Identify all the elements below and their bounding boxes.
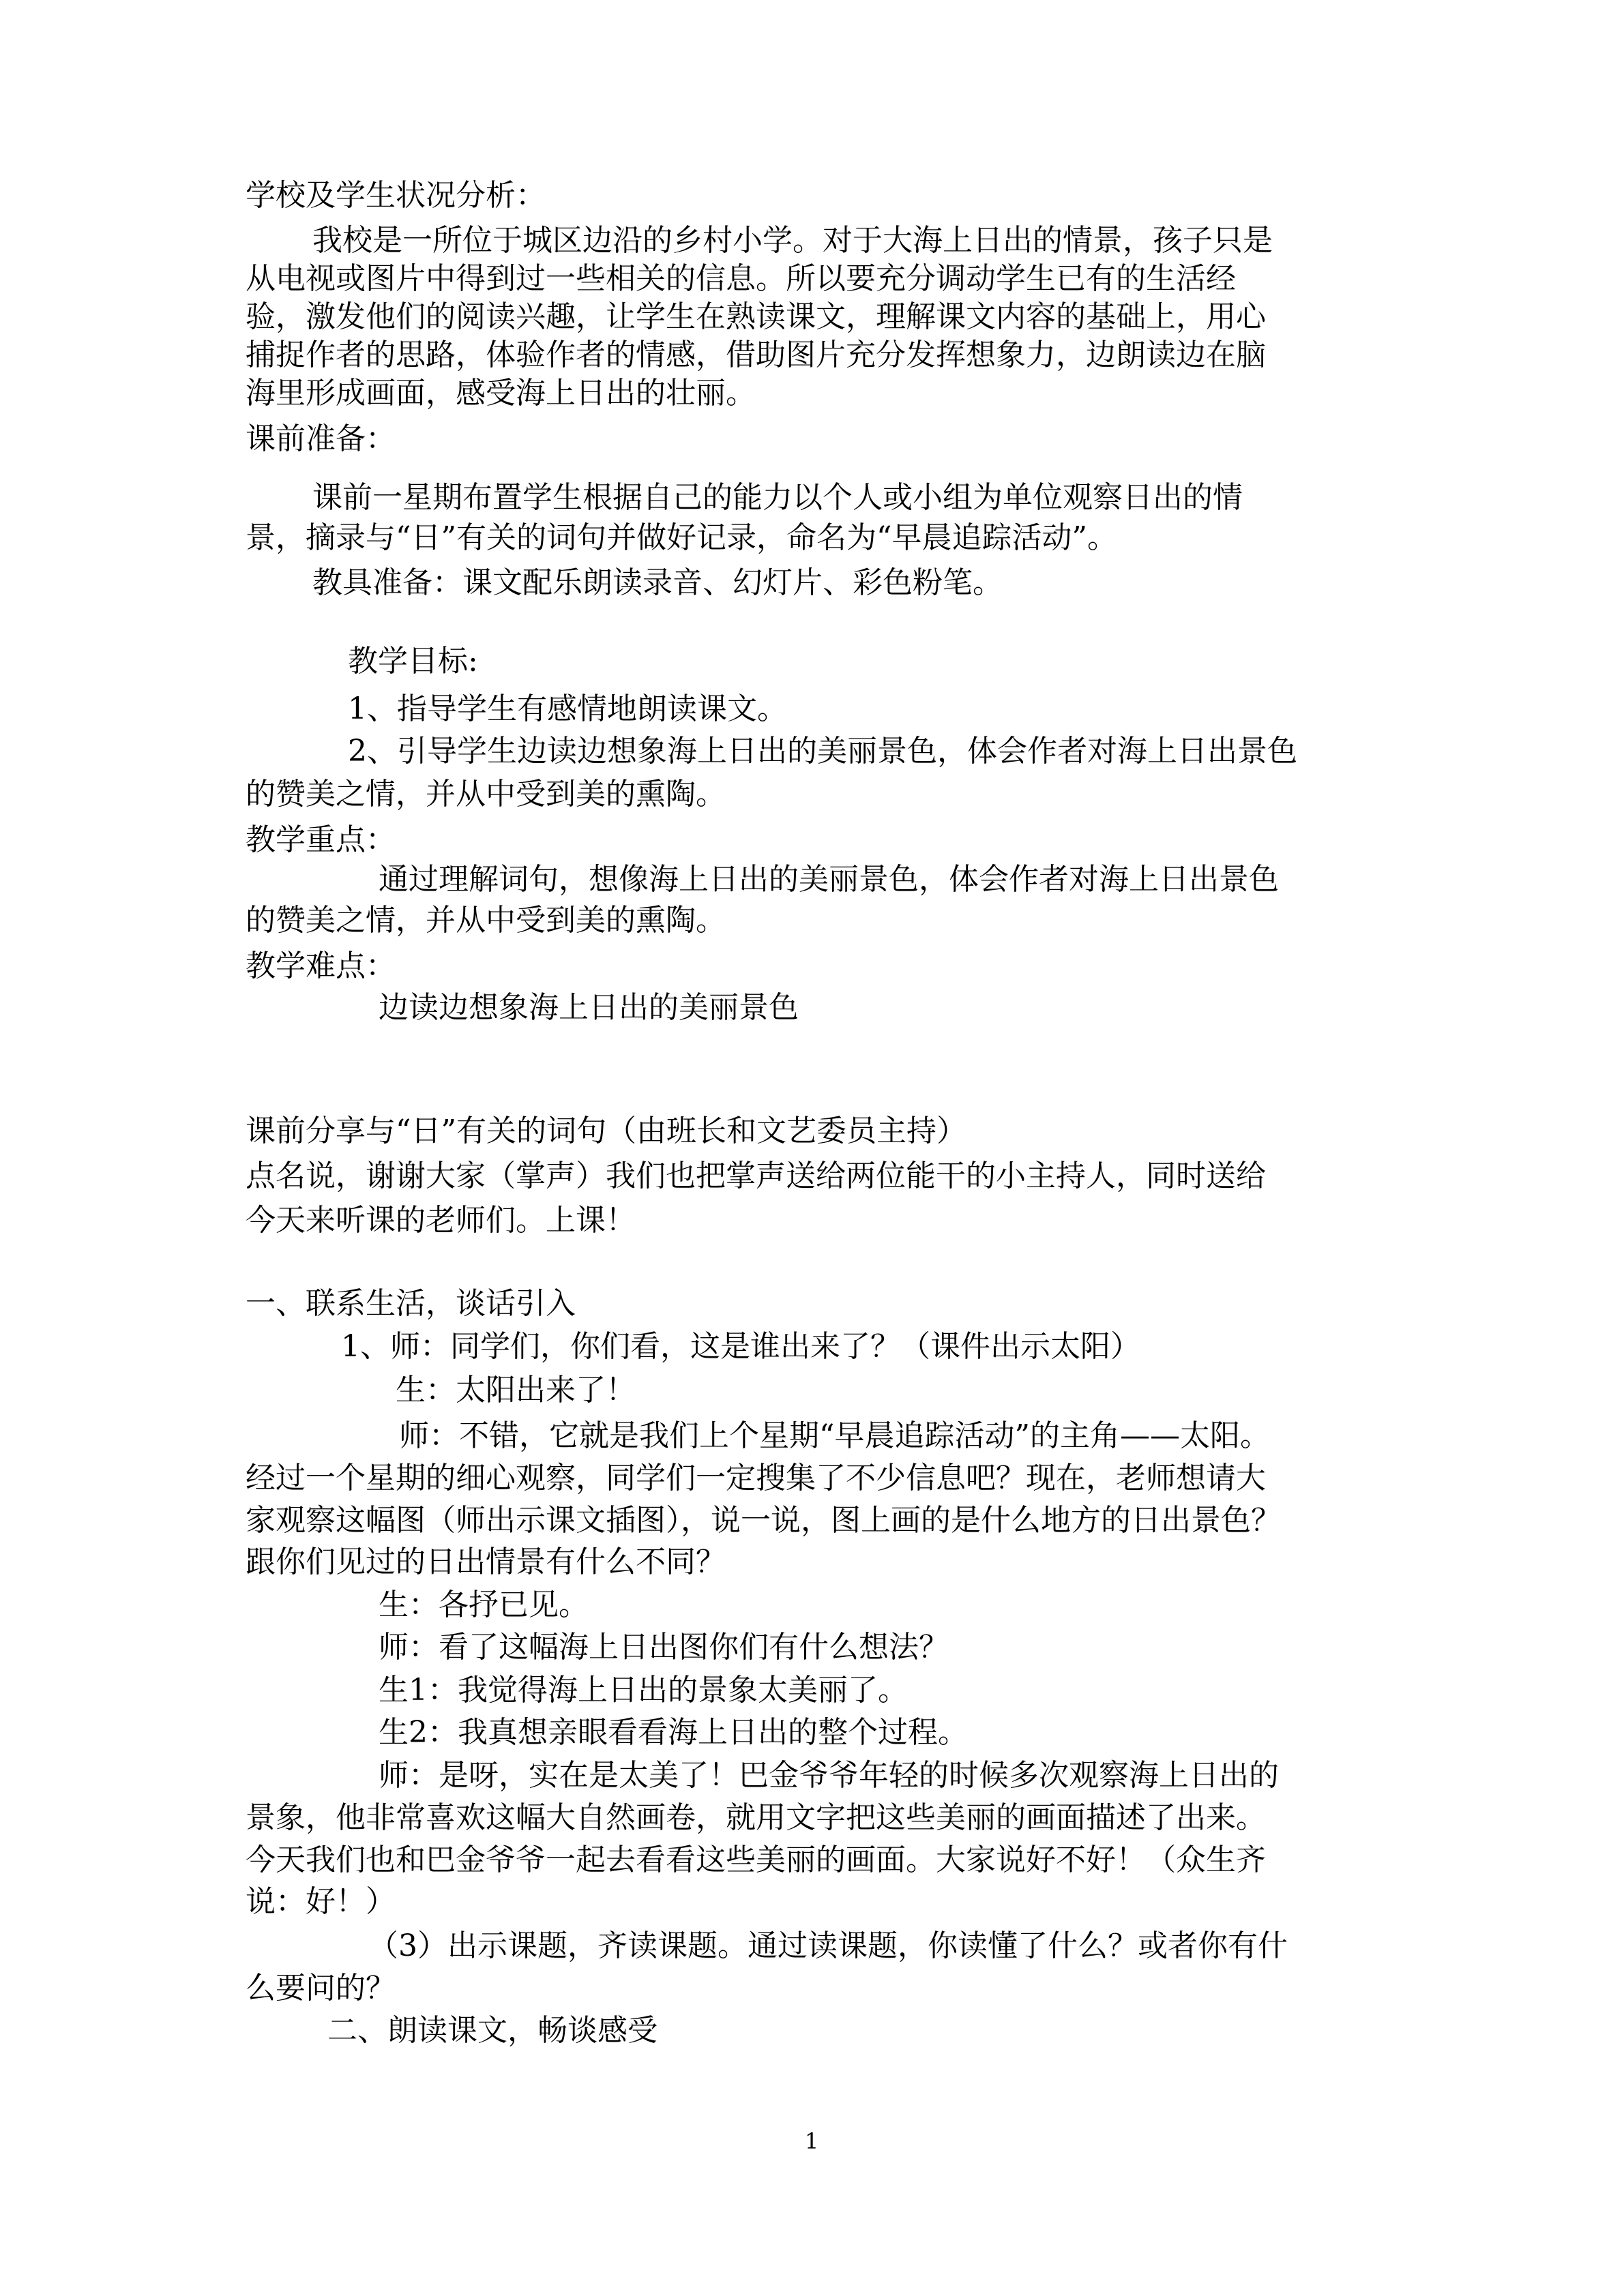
text-line: 点名说，谢谢大家（掌声）我们也把掌声送给两位能干的小主持人，同时送给 xyxy=(246,1159,1266,1193)
text-line: 景，摘录与“日”有关的词句并做好记录，命名为“早晨追踪活动”。 xyxy=(246,520,1117,555)
text-line: 师：是呀，实在是太美了！巴金爷爷年轻的时候多次观察海上日出的 xyxy=(379,1758,1279,1793)
text-line: 么要问的？ xyxy=(246,1971,396,2006)
text-line: （3）出示课题，齐读课题。通过读课题，你读懂了什么？或者你有什 xyxy=(368,1928,1288,1963)
text-line: 一、联系生活，谈话引入 xyxy=(246,1286,576,1321)
text-line: 生1：我觉得海上日出的景象太美丽了。 xyxy=(379,1673,908,1708)
text-line: 教具准备：课文配乐朗读录音、幻灯片、彩色粉笔。 xyxy=(312,565,1003,600)
text-line: 跟你们见过的日出情景有什么不同？ xyxy=(246,1545,726,1579)
text-line: 家观察这幅图（师出示课文插图），说一说，图上画的是什么地方的日出景色？ xyxy=(246,1503,1281,1538)
text-line: 师：不错，它就是我们上个星期“早晨追踪活动”的主角——太阳。 xyxy=(399,1418,1270,1453)
text-line: 的赞美之情，并从中受到美的熏陶。 xyxy=(246,777,726,811)
text-line: 景象，他非常喜欢这幅大自然画卷，就用文字把这些美丽的画面描述了出来。 xyxy=(246,1800,1266,1835)
text-line: 教学重点： xyxy=(246,822,396,857)
text-line: 师：看了这幅海上日出图你们有什么想法？ xyxy=(379,1630,949,1665)
text-line: 的赞美之情，并从中受到美的熏陶。 xyxy=(246,903,726,938)
text-line: 今天我们也和巴金爷爷一起去看看这些美丽的画面。大家说好不好！（众生齐 xyxy=(246,1843,1266,1877)
text-line: 教学目标: xyxy=(348,644,478,679)
text-line: 捕捉作者的思路，体验作者的情感，借助图片充分发挥想象力，边朗读边在脑 xyxy=(246,338,1266,372)
text-line: 海里形成画面，感受海上日出的壮丽。 xyxy=(246,376,756,411)
text-line: 二、朗读课文，畅谈感受 xyxy=(327,2013,658,2048)
text-line: 生：各抒已见。 xyxy=(379,1587,589,1622)
text-line: 课前准备： xyxy=(246,421,396,456)
text-line: 通过理解词句，想像海上日出的美丽景色，体会作者对海上日出景色 xyxy=(379,862,1279,897)
text-line: 生2：我真想亲眼看看海上日出的整个过程。 xyxy=(379,1715,968,1750)
page-number: 1 xyxy=(804,2128,819,2154)
text-line: 2、引导学生边读边想象海上日出的美丽景色，体会作者对海上日出景色 xyxy=(348,734,1297,769)
text-line: 验，激发他们的阅读兴趣，让学生在熟读课文，理解课文内容的基础上，用心 xyxy=(246,299,1266,334)
text-line: 1、指导学生有感情地朗读课文。 xyxy=(348,691,787,726)
text-line: 从电视或图片中得到过一些相关的信息。所以要充分调动学生已有的生活经 xyxy=(246,261,1236,296)
text-line: 课前一星期布置学生根据自己的能力以个人或小组为单位观察日出的情 xyxy=(312,480,1243,515)
text-line: 教学难点： xyxy=(246,949,396,983)
text-line: 今天来听课的老师们。上课！ xyxy=(246,1203,636,1238)
text-line: 说：好！） xyxy=(246,1884,396,1919)
text-line: 课前分享与“日”有关的词句（由班长和文艺委员主持） xyxy=(246,1114,966,1148)
text-line: 经过一个星期的细心观察，同学们一定搜集了不少信息吧？现在，老师想请大 xyxy=(246,1461,1266,1495)
text-line: 我校是一所位于城区边沿的乡村小学。对于大海上日出的情景，孩子只是 xyxy=(312,223,1273,258)
text-line: 学校及学生状况分析： xyxy=(246,178,546,213)
text-line: 边读边想象海上日出的美丽景色 xyxy=(379,990,799,1025)
text-line: 生：太阳出来了！ xyxy=(396,1373,636,1407)
text-line: 1、师：同学们，你们看，这是谁出来了？（课件出示太阳） xyxy=(341,1329,1140,1364)
